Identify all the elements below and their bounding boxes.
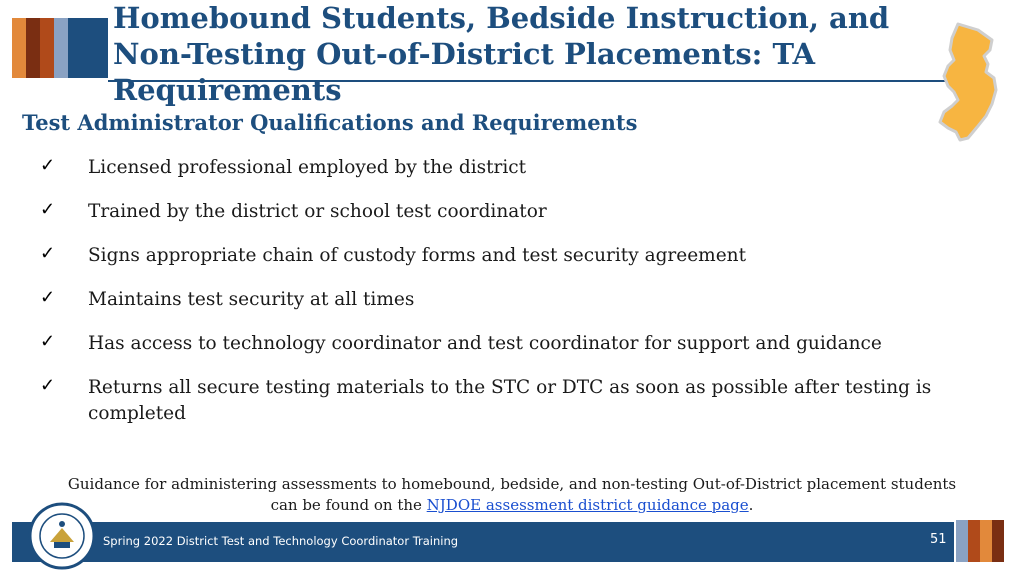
- stripe: [992, 520, 1004, 562]
- header-color-stripes: [12, 18, 68, 78]
- slide-title: Homebound Students, Bedside Instruction, and Non-Testing Out-of-District Placements: TA Requirements: [113, 1, 890, 107]
- check-icon: ✓: [40, 155, 56, 176]
- footer-color-stripes: [956, 520, 1004, 562]
- nj-department-of-education-seal-icon: [28, 502, 96, 570]
- requirement-text: Signs appropriate chain of custody forms and test security agreement: [88, 245, 747, 266]
- section-subtitle: Test Administrator Qualifications and Requirements: [22, 110, 638, 135]
- list-item: [40, 243, 940, 269]
- stripe: [980, 520, 992, 562]
- stripe: [26, 18, 40, 78]
- check-icon: ✓: [40, 243, 56, 264]
- list-item: [40, 331, 940, 357]
- check-icon: ✓: [40, 287, 56, 308]
- check-icon: ✓: [40, 199, 56, 220]
- requirement-text: Trained by the district or school test coordinator: [88, 201, 547, 222]
- requirements-list: [40, 155, 940, 445]
- check-icon: ✓: [40, 331, 56, 352]
- requirement-text: Has access to technology coordinator and test coordinator for support and guidance: [88, 333, 882, 354]
- stripe: [40, 18, 54, 78]
- footer-title: Spring 2022 District Test and Technology Coordinator Training: [103, 534, 459, 548]
- guidance-text: Guidance for administering assessments to homebound, bedside, and non-testing Out-of-District placement students can be found on the: [67, 475, 957, 514]
- list-item: [40, 375, 940, 427]
- stripe: [968, 520, 980, 562]
- new-jersey-map-icon: [934, 20, 1002, 144]
- requirement-text: Licensed professional employed by the district: [88, 157, 527, 178]
- check-icon: ✓: [40, 375, 56, 396]
- header-blue-block: [68, 18, 108, 78]
- requirement-text: Returns all secure testing materials to the STC or DTC as soon as possible after testing is completed: [88, 377, 932, 424]
- stripe: [12, 18, 26, 78]
- guidance-note: [60, 474, 964, 516]
- list-item: [40, 199, 940, 225]
- list-item: [40, 155, 940, 181]
- stripe: [956, 520, 968, 562]
- guidance-end: .: [748, 496, 754, 514]
- stripe: [54, 18, 68, 78]
- page-number: 51: [930, 532, 947, 547]
- requirement-text: Maintains test security at all times: [88, 289, 415, 310]
- guidance-link[interactable]: NJDOE assessment district guidance page: [426, 496, 749, 514]
- list-item: [40, 287, 940, 313]
